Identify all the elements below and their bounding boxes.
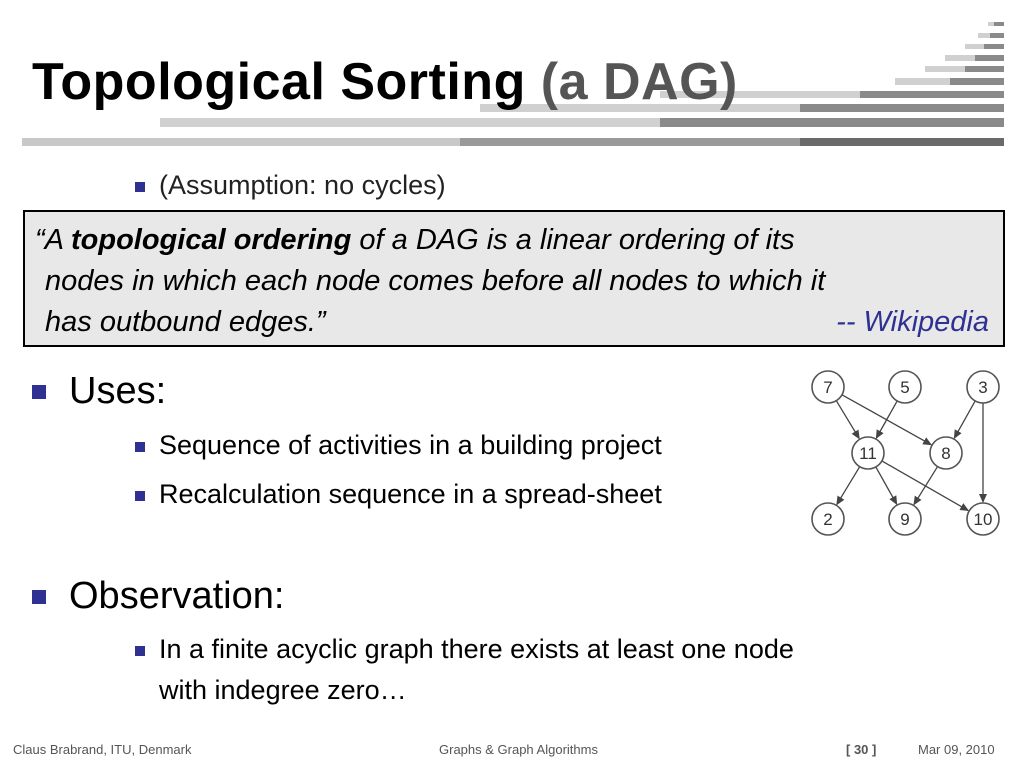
observation-line-2: with indegree zero…	[159, 675, 407, 705]
observation-heading: Observation:	[69, 575, 285, 617]
square-bullet-icon	[32, 590, 46, 604]
uses-item-text: Recalculation sequence in a spread-sheet	[159, 479, 662, 509]
dag-node-7	[812, 371, 844, 403]
dag-edge-3-8	[954, 401, 975, 438]
dag-node-label: 10	[973, 510, 993, 529]
dag-diagram	[805, 365, 1005, 540]
footer-page-number: [ 30 ]	[846, 742, 877, 757]
dag-node-label: 9	[900, 510, 910, 529]
quote-open: “A	[35, 224, 71, 256]
square-bullet-icon	[135, 442, 145, 452]
dag-edge-11-2	[837, 467, 860, 505]
dag-node-9	[889, 503, 921, 535]
dag-node-2	[812, 503, 844, 535]
dag-edge-11-9	[876, 467, 897, 504]
title-sub: (a DAG)	[540, 53, 738, 111]
observation-line-1: In a finite acyclic graph there exists at least one node	[159, 634, 794, 664]
footer-course: Graphs & Graph Algorithms	[439, 742, 598, 757]
square-bullet-icon	[135, 491, 145, 501]
page-title	[32, 52, 738, 112]
dag-node-label: 7	[823, 378, 833, 397]
dag-node-label: 5	[900, 378, 910, 397]
dag-node-label: 11	[859, 444, 877, 463]
square-bullet-icon	[135, 182, 145, 192]
square-bullet-icon	[135, 646, 145, 656]
dag-node-3	[967, 371, 999, 403]
dag-node-label: 8	[941, 444, 951, 463]
dag-node-5	[889, 371, 921, 403]
dag-edge-8-9	[914, 467, 938, 505]
dag-node-label: 3	[978, 378, 988, 397]
dag-edge-7-11	[836, 401, 859, 439]
assumption-text: (Assumption: no cycles)	[159, 170, 446, 200]
square-bullet-icon	[32, 385, 46, 399]
uses-item-text: Sequence of activities in a building project	[159, 430, 662, 460]
footer-author: Claus Brabrand, ITU, Denmark	[13, 742, 192, 757]
uses-heading: Uses:	[69, 370, 167, 412]
quote-term: topological ordering	[70, 224, 352, 256]
footer-date: Mar 09, 2010	[918, 742, 995, 757]
quote-line-1	[35, 220, 795, 261]
quote-line-1-rest: of a DAG is a linear ordering of its	[351, 224, 795, 256]
quote-line-2: nodes in which each node comes before all nodes to which it	[45, 265, 826, 297]
definition-quote-box	[23, 210, 1005, 347]
dag-node-10	[967, 503, 999, 535]
title-main: Topological Sorting	[32, 53, 526, 111]
quote-line-3: has outbound edges.”	[45, 306, 326, 338]
dag-node-11	[852, 437, 884, 469]
dag-edge-5-11	[876, 401, 897, 438]
quote-source: -- Wikipedia	[836, 306, 989, 338]
dag-node-label: 2	[823, 510, 833, 529]
dag-node-8	[930, 437, 962, 469]
